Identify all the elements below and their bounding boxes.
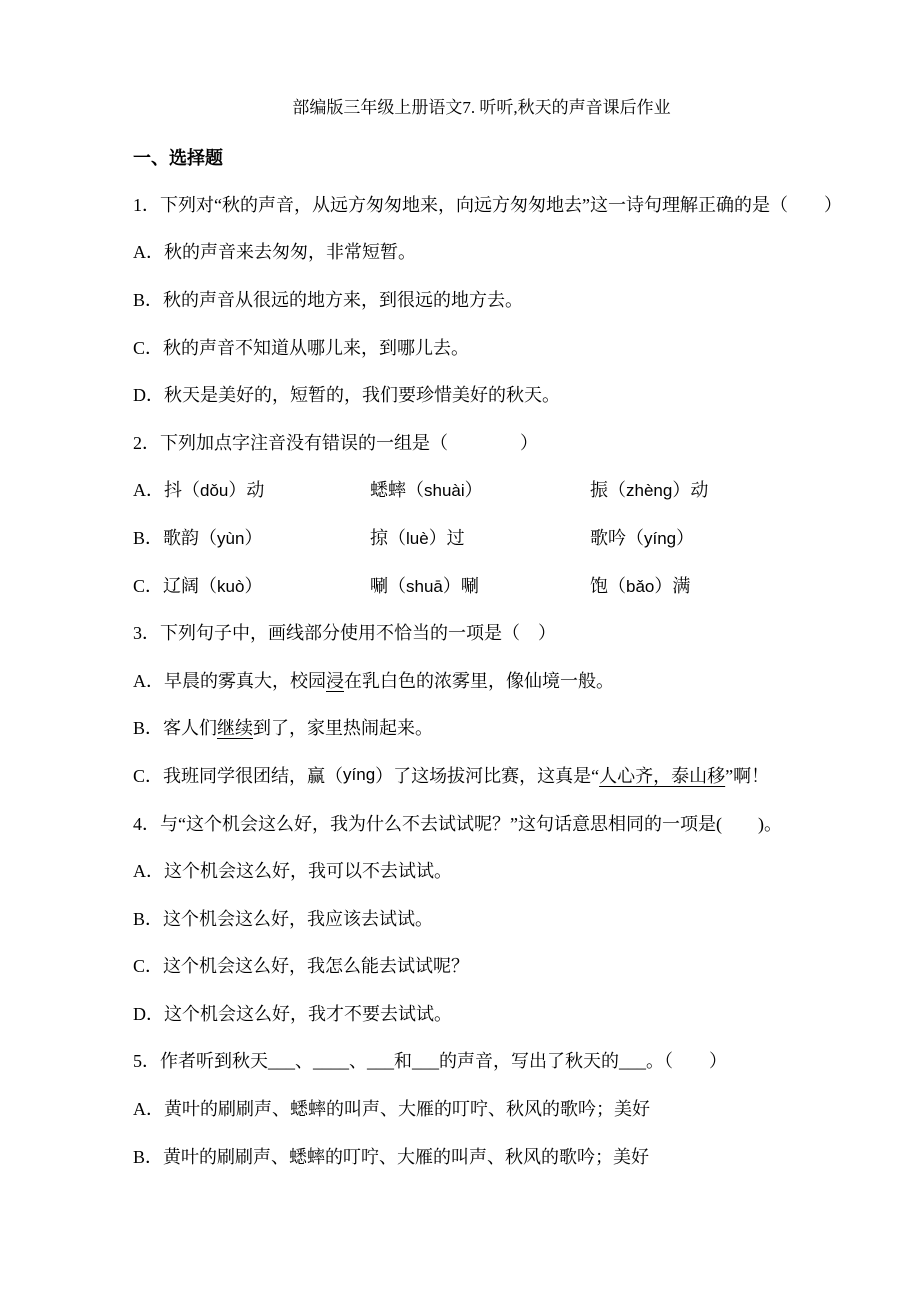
q5-stem	[133, 1037, 830, 1085]
q3-option-a-text: 浸	[326, 670, 344, 691]
q2-option-a-col-2	[370, 476, 590, 502]
q3-option-c-text: C．我班同学很团结，赢（	[133, 765, 344, 786]
q2-option-b-text: ）过	[428, 527, 465, 548]
q2-option-c-text: kuò	[217, 576, 245, 596]
q3-stem-text: 3．下列句子中，画线部分使用不恰当的一项是（ ）	[133, 623, 556, 644]
q5-option-b-text: B．黄叶的刷刷声、蟋蟀的叮咛、大雁的叫声、秋风的歌吟；美好	[133, 1146, 650, 1167]
q2-option-a-text: zhèng	[626, 481, 673, 501]
q2-option-a-text: ）动	[672, 480, 709, 501]
q3-option-b-text: 继续	[217, 718, 254, 739]
q5-option-a-text: A．黄叶的刷刷声、蟋蟀的叫声、大雁的叮咛、秋风的歌吟；美好	[133, 1099, 650, 1120]
q2-option-b-text: B．歌韵（	[133, 527, 218, 548]
q2-option-c-text: 饱（	[590, 575, 626, 596]
q1-stem	[133, 180, 842, 228]
q4-stem-text: 4．与“这个机会这么好，我为什么不去试试呢？”这句话意思相同的一项是( )。	[133, 813, 782, 834]
q4-option-a	[133, 846, 830, 894]
q1-option-c	[133, 323, 830, 371]
q2-option-c-text: C．辽阔（	[133, 575, 218, 596]
q2-option-c-text: 唰（	[370, 575, 406, 596]
q2-option-a-col-3	[590, 476, 830, 502]
q1-stem-text: 1．下列对“秋的声音，从远方匆匆地来，向远方匆匆地去”这一诗句理解正确的是（ ）	[133, 194, 842, 215]
q4-option-d	[133, 989, 830, 1037]
q2-option-b-col-1	[133, 524, 370, 550]
q1-option-d	[133, 370, 830, 418]
q3-option-b	[133, 704, 830, 752]
q2-stem	[133, 418, 830, 466]
q2-option-c-text: ）	[244, 575, 263, 596]
q3-option-c	[133, 751, 830, 799]
q2-option-a-text: 蟋蟀（	[370, 480, 424, 501]
q1-option-c-text: C．秋的声音不知道从哪儿来，到哪儿去。	[133, 337, 470, 358]
question-list	[133, 180, 842, 1179]
q2-option-a-text: ）	[464, 480, 483, 501]
q3-option-c-text: yíng	[343, 764, 376, 784]
q4-option-c-text: C．这个机会这么好，我怎么能去试试呢？	[133, 956, 470, 977]
q2-option-b-text: yùn	[217, 528, 245, 548]
q2-option-b-text: yíng	[644, 528, 677, 548]
q4-option-b-text: B．这个机会这么好，我应该去试试。	[133, 908, 434, 929]
q5-stem-text: 5．作者听到秋天___、____、___和___的声音，写出了秋天的___。（ ）	[133, 1051, 727, 1072]
q4-option-b	[133, 894, 830, 942]
q4-option-d-text: D．这个机会这么好，我才不要去试试。	[133, 1003, 452, 1024]
document-title: 部编版三年级上册语文7. 听听,秋天的声音课后作业	[292, 98, 671, 117]
q3-option-c-text: 人心齐，泰山移	[599, 765, 726, 786]
q4-option-c	[133, 942, 830, 990]
q2-option-b-text: luè	[406, 528, 429, 548]
q2-option-a-text: dǒu	[200, 481, 229, 501]
q2-option-b-text: 歌吟（	[590, 527, 644, 548]
q4-option-a-text: A．这个机会这么好，我可以不去试试。	[133, 861, 452, 882]
q2-option-a-text: 振（	[590, 480, 626, 501]
q2-option-b-text: ）	[244, 527, 263, 548]
q5-option-b	[133, 1132, 830, 1180]
q3-option-b-text: 到了，家里热闹起来。	[253, 718, 434, 739]
q2-option-a	[133, 466, 830, 514]
q2-option-c-text: bǎo	[626, 576, 655, 596]
q2-option-c-col-1	[133, 572, 370, 598]
q2-stem-text: 2．下列加点字注音没有错误的一组是（ ）	[133, 432, 538, 453]
q2-option-a-text: A．抖（	[133, 480, 200, 501]
q3-option-b-text: B．客人们	[133, 718, 218, 739]
q1-option-d-text: D．秋天是美好的，短暂的，我们要珍惜美好的秋天。	[133, 385, 560, 406]
q1-option-b	[133, 275, 830, 323]
q3-option-c-text: ）了这场拔河比赛，这真是“	[375, 765, 600, 786]
q3-option-c-text: ”啊！	[725, 765, 770, 786]
q2-option-b-text: 掠（	[370, 527, 406, 548]
q3-option-a-text: 在乳白色的浓雾里，像仙境一般。	[344, 670, 614, 691]
q2-option-b-col-3	[590, 524, 830, 550]
q1-option-b-text: B．秋的声音从很远的地方来，到很远的地方去。	[133, 289, 524, 310]
q2-option-c-text: shuā	[406, 576, 443, 596]
section-heading: 一、选择题	[133, 148, 223, 168]
q2-option-c-text: ）满	[654, 575, 691, 596]
q2-option-b	[133, 513, 830, 561]
q2-option-a-col-1	[133, 476, 370, 502]
q2-option-b-col-2	[370, 524, 590, 550]
q2-option-c-col-3	[590, 572, 830, 598]
q2-option-b-text: ）	[676, 527, 695, 548]
q1-option-a-text: A．秋的声音来去匆匆，非常短暂。	[133, 242, 416, 263]
q3-option-a	[133, 656, 830, 704]
q3-stem	[133, 608, 830, 656]
q2-option-c-col-2	[370, 572, 590, 598]
q2-option-a-text: shuài	[424, 481, 465, 501]
q4-stem	[133, 799, 830, 847]
q2-option-a-text: ）动	[228, 480, 265, 501]
q2-option-c-text: ）唰	[442, 575, 479, 596]
q2-option-c	[133, 561, 830, 609]
q5-option-a	[133, 1084, 830, 1132]
q3-option-a-text: A．早晨的雾真大，校园	[133, 670, 326, 691]
q1-option-a	[133, 228, 830, 276]
